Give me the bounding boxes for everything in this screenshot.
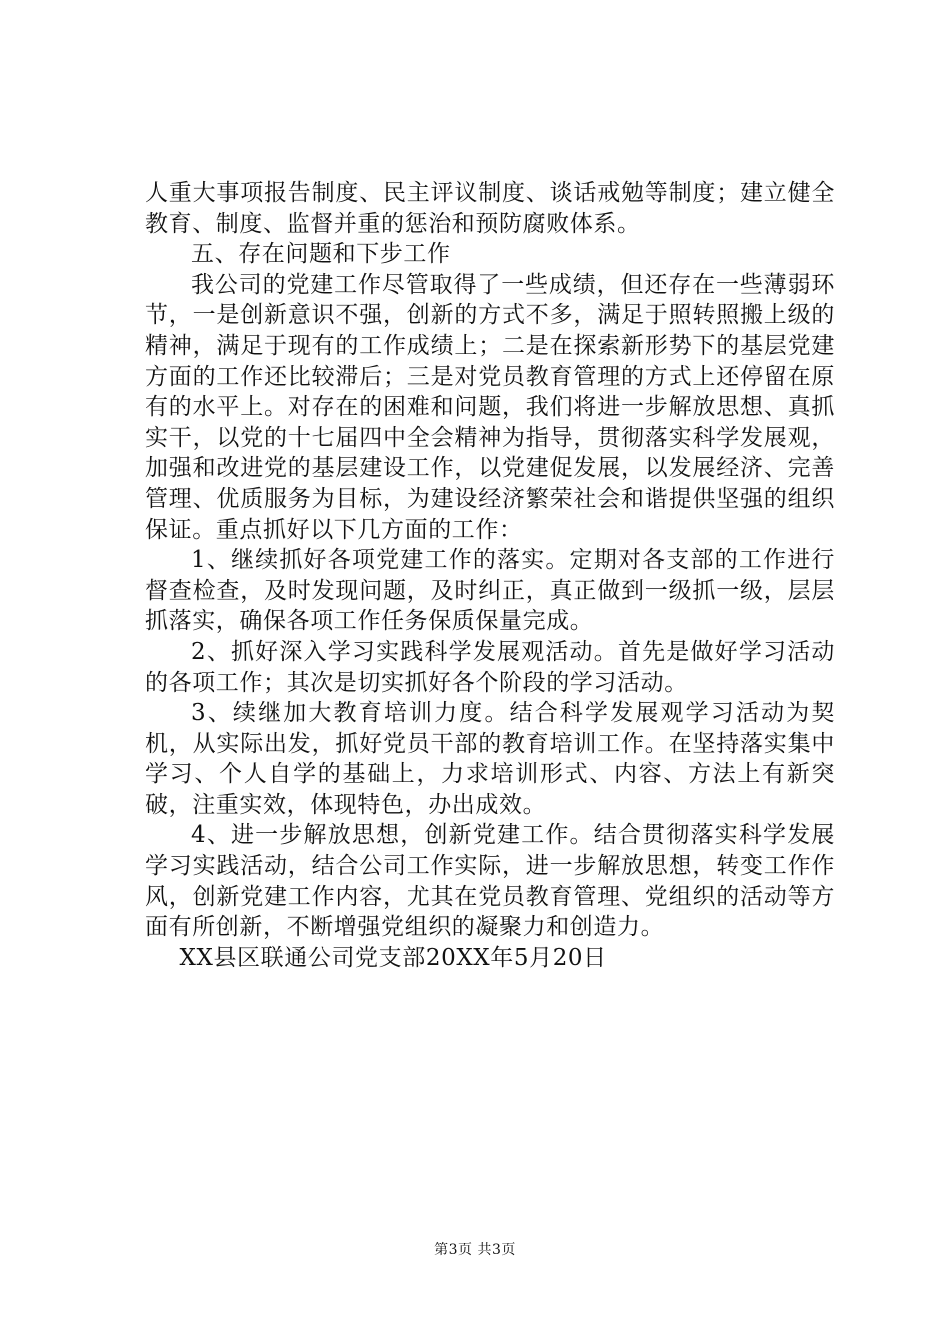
page-footer: 第3页 共3页 bbox=[434, 1242, 516, 1258]
section-heading: 五、存在问题和下步工作 bbox=[191, 241, 451, 268]
list-item-1: 1、继续抓好各项党建工作的落实。定期对各支部的工作进行督查检查，及时发现问题，及时纠正，真正做到一级抓一级，层层抓落实，确保各项工作任务保质保量完成。 bbox=[145, 547, 835, 635]
paragraph-problems: 我公司的党建工作尽管取得了一些成绩，但还存在一些薄弱环节，一是创新意识不强，创新的方式不多，满足于照转照搬上级的精神，满足于现有的工作成绩上；二是在探索新形势下的基层党建方面的工作还比较滞后；三是对党员教育管理的方式上还停留在原有的水平上。对存在的困难和问题，我们将进一步解放思想、真抓实干，以党的十七届四中全会精神为指导，贯彻落实科学发展观，加强和改进党的基层建设工作，以党建促发展，以发展经济、完善管理、优质服务为目标，为建设经济繁荣社会和谐提供坚强的组织保证。重点抓好以下几方面的工作： bbox=[145, 271, 835, 543]
list-item-4: 4、进一步解放思想，创新党建工作。结合贯彻落实科学发展学习实践活动，结合公司工作实际，进一步解放思想，转变工作作风，创新党建工作内容，尤其在党员教育管理、党组织的活动等方面有所创新，不断增强党组织的凝聚力和创造力。 bbox=[145, 822, 835, 941]
list-item-2: 2、抓好深入学习实践科学发展观活动。首先是做好学习活动的各项工作；其次是切实抓好各个阶段的学习活动。 bbox=[145, 638, 835, 696]
document-body bbox=[145, 178, 835, 973]
list-item-3: 3、续继加大教育培训力度。结合科学发展观学习活动为契机，从实际出发，抓好党员干部的教育培训工作。在坚持落实集中学习、个人自学的基础上，力求培训形式、内容、方法上有新突破，注重实效，体现特色，办出成效。 bbox=[145, 700, 835, 818]
paragraph-continuation: 人重大事项报告制度、民主评议制度、谈话戒勉等制度；建立健全教育、制度、监督并重的惩治和预防腐败体系。 bbox=[145, 180, 835, 237]
signature-line: XX县区联通公司党支部20XX年5月20日 bbox=[179, 944, 607, 971]
